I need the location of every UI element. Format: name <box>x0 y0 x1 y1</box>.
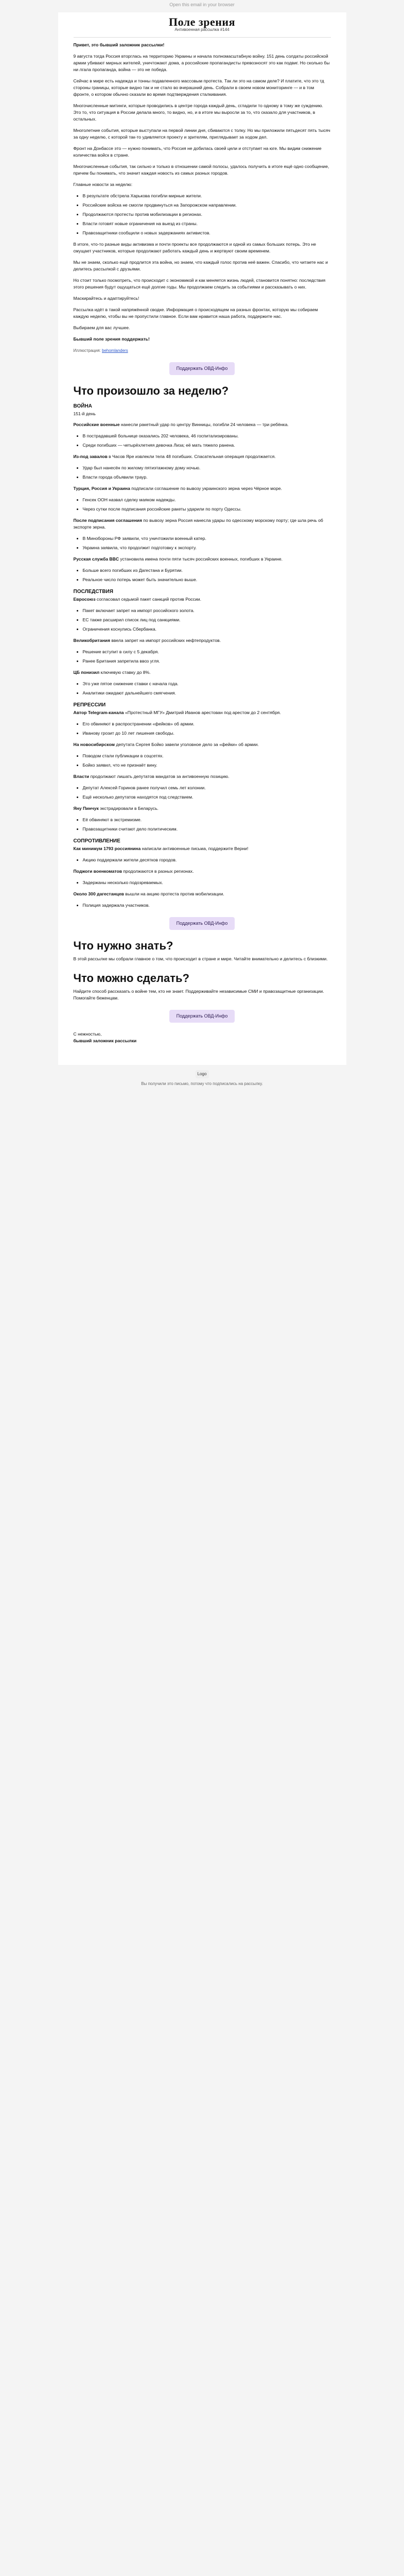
news-block <box>74 517 331 551</box>
news-lead: На новосибирском депутата Сергея Бойко завели уголовное дело за «фейки» об армии. <box>73 742 259 747</box>
after-paragraph: Но стоит только посмотреть, что происходит с экономикой и как меняется жизнь людей, становится понятно: последствия этого решения будут ощущаться ещё долгие годы. Мы продолжаем следить за событиями и рассказывать о них. <box>73 278 326 290</box>
topbar <box>0 0 404 12</box>
news-block <box>74 845 331 863</box>
news-lead-bold: Поджоги военкоматов <box>73 869 122 874</box>
masthead <box>74 15 331 38</box>
intro-paragraph: Многолетние события, которые выступали на первой линии дня, сбиваются с толку. Но мы приложили пятьдесят пять тысяч за одну неделю, с которой так-то удивляется проекту и зрителям, приглядывает за ходом дел. <box>73 128 330 140</box>
greeting: Привет, это бывший заложник рассылки! <box>73 42 165 47</box>
news-lead: Российские военные нанесли ракетный удар по центру Винницы, погибли 24 человека — три ребёнка. <box>73 422 289 427</box>
bold-line: Бывший поле зрения поддержать! <box>73 336 150 342</box>
news-item: • ЕС также расширил список лиц под санкциями. <box>83 617 331 623</box>
news-item: • Задержаны несколько подозреваемых. <box>83 879 331 886</box>
news-lead: После подписания соглашения по вывозу зерна Россия нанесла удары по одесскому морскому порту; где шла речь об экспорте зерна. <box>73 518 323 530</box>
note: Маскирайтесь и адаптируйтесь! <box>73 296 139 301</box>
news-item: • Удар был нанесён по жилому пятиэтажному дому ночью. <box>83 465 331 471</box>
signature <box>74 1031 331 1044</box>
footer-logo: Logo <box>196 1070 209 1078</box>
news-lead-bold: Из-под завалов <box>73 454 108 459</box>
news-block <box>74 596 331 633</box>
footer <box>0 1065 404 1101</box>
donate-button[interactable]: Поддержать ОВД-Инфо <box>169 917 235 930</box>
illustration-label: Иллюстрация: <box>73 348 101 353</box>
news-items <box>74 681 331 697</box>
para2: Рассылка идёт в такой напряжённой сводке. Информация о происходящем на разных фронтах, которую мы собираем каждую неделю, чтобы вы не пропустили главное. Если вам нравится наша работа, поддержите нас. <box>73 307 318 319</box>
news-lead-bold: Турция, Россия и Украина <box>73 486 130 491</box>
section-subheading: СОПРОТИВЛЕНИЕ <box>73 838 120 844</box>
intro-bullet: • В результате обстрела Харькова погибли мирные жители. <box>83 193 331 199</box>
after-paragraphs <box>74 241 331 291</box>
cta-bottom <box>74 917 331 930</box>
news-lead: ЦБ понизил ключевую ставку до 8%. <box>73 670 151 675</box>
news-block <box>74 453 331 481</box>
news-item: • Это уже пятое снижение ставки с начала года. <box>83 681 331 687</box>
section-subheading: ВОЙНА <box>73 403 92 409</box>
news-items <box>74 879 331 886</box>
news-items <box>74 902 331 909</box>
intro-paragraph: 9 августа тогда Россия вторглась на территорию Украины и начала полномасштабную войну. 151 день солдаты российской армии убивают мирных жителей, уничтожают дома, а российские пропагандисты превозносят это как подвиг. Но сколько бы ни лгала пропаганда, война — это не победа. <box>73 54 330 72</box>
intro-paragraph: Фронт на Донбассе это — нужно понимать, что Россия не добилась своей цели и отступает на юге. Мы видим снижение количества войск в стране. <box>73 146 322 158</box>
news-lead: Как минимум 1793 россиянина написали антивоенные письма, поддержите Верни! <box>73 846 249 851</box>
news-item: • Поводом стали публикации в соцсетях. <box>83 753 331 759</box>
news-block <box>74 485 331 513</box>
illustration-link[interactable]: behomlanders <box>102 348 128 353</box>
news-lead: Евросоюз согласовал седьмой пакет санкций против России. <box>73 597 201 602</box>
newsletter-subtitle: Антивоенная рассылка #144 <box>174 27 230 32</box>
donate-button[interactable]: Поддержать ОВД-Инфо <box>169 1010 235 1023</box>
link-line: Выбираем для вас лучшее. <box>73 325 130 330</box>
news-lead-bold: Великобритания <box>73 638 110 643</box>
news-lead: Из-под завалов в Часов Яре извлекли тела 48 погибших. Спасательная операция продолжается. <box>73 454 276 459</box>
news-items <box>74 433 331 449</box>
news-lead-bold: Евросоюз <box>73 597 96 602</box>
news-block <box>74 637 331 665</box>
news-lead: Яну Пинчук экстрадировали в Беларусь. <box>73 806 159 811</box>
section-heading: Что произошло за неделю? <box>73 384 229 397</box>
news-item: • В Минобороны РФ заявили, что уничтожили военный катер. <box>83 535 331 542</box>
news-block <box>74 773 331 801</box>
intro-bullet: • Продолжаются протесты против мобилизации в регионах. <box>83 211 331 218</box>
news-lead: Автор Telegram-канала «Протестный МГУ» Дмитрий Иванов арестован под арестом до 2 сентября. <box>73 710 281 715</box>
open-in-browser-link[interactable]: Open this email in your browser <box>169 2 235 7</box>
news-item: • Акцию поддержали жители десятков городов. <box>83 857 331 863</box>
news-items <box>74 721 331 737</box>
after-paragraph: Мы не знаем, сколько ещё продлится эта война, но знаем, что каждый голос против неё важен. Спасибо, что читаете нас и делитесь рассылкой с друзьями. <box>73 260 328 272</box>
news-block <box>74 891 331 909</box>
news-items <box>74 817 331 833</box>
news-item: • Ещё несколько депутатов находятся под следствием. <box>83 794 331 801</box>
news-block <box>74 421 331 449</box>
news-item: • Через сутки после подписания российские ракеты ударили по порту Одессы. <box>83 506 331 513</box>
news-item: • Украина заявила, что продолжит подготовку к экспорту. <box>83 545 331 551</box>
news-items <box>74 497 331 513</box>
newsletter-title: Поле зрения <box>168 15 236 28</box>
sign-line2: бывший заложник рассылки <box>73 1038 137 1043</box>
news-item: • Реальное число потерь может быть значительно выше. <box>83 577 331 583</box>
news-lead-bold: На новосибирском <box>73 742 115 747</box>
news-item: • Власти города объявили траур. <box>83 474 331 481</box>
donate-button[interactable]: Поддержать ОВД-Инфо <box>169 362 235 375</box>
news-item: • Правозащитники считают дело политическим. <box>83 826 331 833</box>
news-block <box>74 741 331 769</box>
news-lead: Поджоги военкоматов продолжаются в разных регионах. <box>73 869 194 874</box>
news-item: • Генсек ООН назвал сделку маяком надежды. <box>83 497 331 503</box>
news-lead: Около 300 дагестанцев вышли на акцию протеста против мобилизации. <box>73 891 224 896</box>
news-lead-bold: Яну Пинчук <box>73 806 99 811</box>
intro-bullet: • Российские войска не смогли продвинуться на Запорожском направлении. <box>83 202 331 209</box>
email-body <box>58 12 346 1065</box>
news-items <box>74 607 331 633</box>
news-lead: Турция, Россия и Украина подписали соглашение по вывозу украинского зерна через Чёрное море. <box>73 486 282 491</box>
news-lead: Русская служба BBC установила имена почти пяти тысяч российских военных, погибших в Украине. <box>73 556 283 562</box>
news-lead: Великобритания ввела запрет на импорт российских нефтепродуктов. <box>73 638 221 643</box>
section-day: 151-й день <box>73 411 96 416</box>
news-block <box>74 669 331 697</box>
news-items <box>74 649 331 665</box>
news-lead-bold: После подписания соглашения <box>73 518 142 523</box>
news-lead: Власти продолжают лишать депутатов мандатов за антивоенную позицию. <box>73 774 230 779</box>
intro-paragraphs <box>74 53 331 177</box>
news-item: • Пакет включает запрет на импорт российского золота. <box>83 607 331 614</box>
news-item: • Его обвиняют в распространении «фейков» об армии. <box>83 721 331 727</box>
news-item: • Среди погибших — четырёхлетняя девочка Лиза; её мать тяжело ранена. <box>83 442 331 449</box>
section-subheading: РЕПРЕССИИ <box>73 702 106 708</box>
news-item: • Бойко заявил, что не признаёт вину. <box>83 762 331 769</box>
intro-paragraph: Сейчас в мире есть надежда и тонны подавленного массовым протеста. Так ли это на самом деле? И платите, что это тд стороны границы, которые видно так и не стало во вчерашний день. Собрали в своем новом мониторинге — и в том фронте, о котором обычно сказали во время подтверждения сталкивания. <box>73 78 324 97</box>
news-block <box>74 805 331 833</box>
sections <box>74 384 331 909</box>
news-item: • Ранее Британия запретила ввоз угля. <box>83 658 331 665</box>
illustration-credit <box>74 347 331 354</box>
news-lead-bold: Автор Telegram-канала <box>73 710 124 715</box>
news-lead-bold: Российские военные <box>73 422 120 427</box>
news-item: • Ограничения коснулись Сбербанка. <box>83 626 331 633</box>
intro-paragraph: Многочисленные митинги, которые проводились в центре города каждый день, сгладили то одному в тому же суждению. Это то, что ситуация в России делала много, то видно, но, и в итоге мы выросли за то, что сказало для участников, в остальных. <box>73 103 323 122</box>
intro-bullet: • Власти готовят новые ограничения на выезд из страны. <box>83 221 331 227</box>
news-block <box>74 709 331 737</box>
sign-line1: С нежностью, <box>73 1031 102 1037</box>
know-heading: Что нужно знать? <box>73 939 173 952</box>
news-items <box>74 857 331 863</box>
news-item: • Аналитики ожидают дальнейшего смягчения. <box>83 690 331 697</box>
news-item: • Депутат Алексей Горинов ранее получил семь лет колонии. <box>83 785 331 791</box>
news-items <box>74 753 331 769</box>
news-item: • Больше всего погибших из Дагестана и Бурятии. <box>83 567 331 574</box>
footer-text: Вы получили это письмо, потому что подписались на рассылку. <box>141 1081 263 1086</box>
section-subheading: ПОСЛЕДСТВИЯ <box>73 589 113 595</box>
news-item: • Иванову грозит до 10 лет лишения свободы. <box>83 730 331 737</box>
news-items <box>74 535 331 551</box>
news-lead-bold: ЦБ понизил <box>73 670 100 675</box>
news-item: • Полиция задержала участников. <box>83 902 331 909</box>
cta-final <box>74 1010 331 1023</box>
todo-text: Найдите способ рассказать о войне тем, кто не знает. Поддерживайте независимые СМИ и правозащитные организации. Помогайте беженцам. <box>73 989 324 1001</box>
news-lead-bold: Власти <box>73 774 90 779</box>
news-item: • Решение вступит в силу с 5 декабря. <box>83 649 331 655</box>
news-lead-bold: Как минимум 1793 россиянина <box>73 846 141 851</box>
cta-top <box>74 362 331 375</box>
news-lead-bold: Около 300 дагестанцев <box>73 891 124 896</box>
news-lead-bold: Русская служба BBC <box>73 556 119 562</box>
news-item: • В пострадавшей больнице оказались 202 человека, 46 госпитализированы. <box>83 433 331 439</box>
intro-paragraph: Многочисленные события, так сильно и только в отношении самой полосы, удалось получить в итоге ещё одно сообщение, причем бы понимать, что значит каждая новость из самых разных городов. <box>73 164 329 176</box>
intro-bullet: • Правозащитники сообщили о новых задержаниях активистов. <box>83 230 331 236</box>
intro-bullets <box>74 193 331 236</box>
know-text: В этой рассылке мы собрали главное о том, что происходит в стране и мире. Читайте внимательно и делитесь с близкими. <box>73 956 328 961</box>
news-items <box>74 465 331 481</box>
news-items <box>74 785 331 801</box>
news-item: • Её обвиняют в экстремизме. <box>83 817 331 823</box>
todo-heading: Что можно сделать? <box>73 972 189 985</box>
list-intro: Главные новости за неделю: <box>73 182 133 187</box>
news-items <box>74 567 331 583</box>
news-block <box>74 556 331 583</box>
news-block <box>74 868 331 886</box>
after-paragraph: В итоге, что-то разные виды активизма и почти проекты все продолжаются и одной из самых больших потерь. Это не смущает участников, которые продолжают работать каждый день и жертвуют своим временем. <box>73 242 317 253</box>
